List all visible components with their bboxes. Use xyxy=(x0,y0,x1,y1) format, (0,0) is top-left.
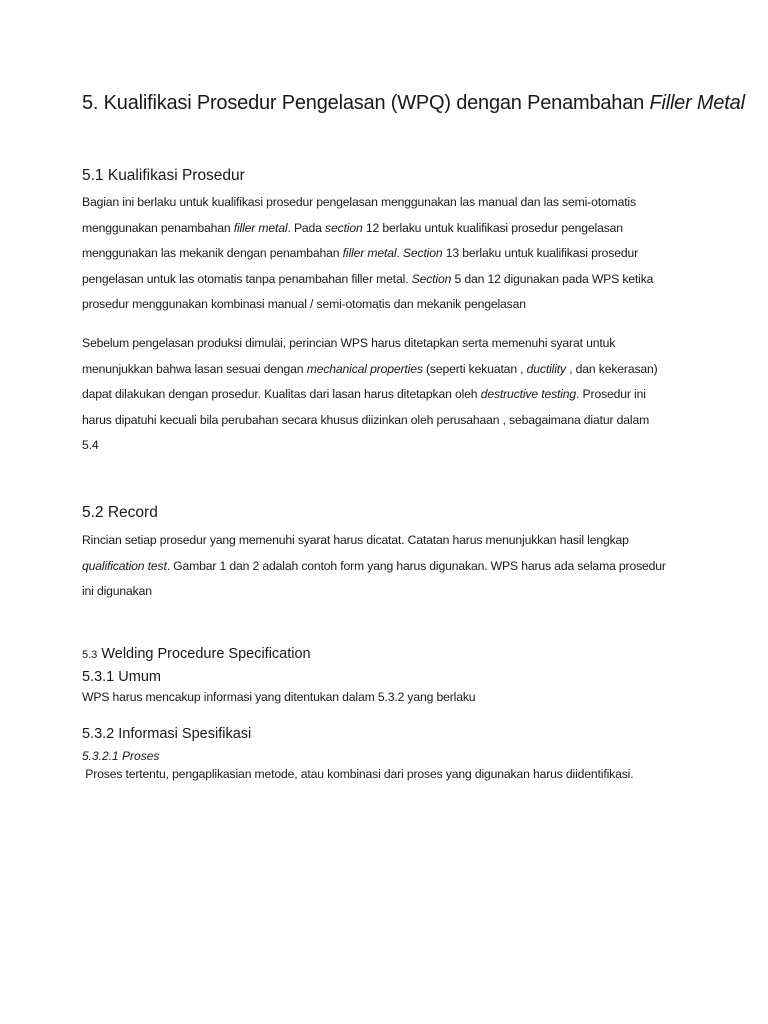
text-line: Sebelum pengelasan produksi dimulai, perincian WPS harus ditetapkan serta memenuhi syarat untuk xyxy=(82,336,616,350)
section-5-1-heading: 5.1 Kualifikasi Prosedur xyxy=(82,167,245,184)
text-line: menggunakan penambahan filler metal. Pada section 12 berlaku untuk kualifikasi prosedur pengelasan xyxy=(82,220,623,235)
section-5-3-1-text: WPS harus mencakup informasi yang ditentukan dalam 5.3.2 yang berlaku xyxy=(82,690,476,704)
section-5-3-2-1-text: Proses tertentu, pengaplikasian metode, atau kombinasi dari proses yang digunakan harus diidentifikasi. xyxy=(82,767,634,781)
text-line: ini digunakan xyxy=(82,584,152,599)
section-5-3-title: Welding Procedure Specification xyxy=(97,646,311,662)
section-5-3-1-heading: 5.3.1 Umum xyxy=(82,669,161,685)
section-5-3-heading xyxy=(82,645,311,664)
text-line: prosedur menggunakan kombinasi manual / semi-otomatis dan mekanik pengelasan xyxy=(82,297,526,312)
text-line: menunjukkan bahwa lasan sesuai dengan mechanical properties (seperti kekuatan , ductility , dan kekerasan) xyxy=(82,361,658,376)
document-title xyxy=(82,90,745,116)
text-line: Bagian ini berlaku untuk kualifikasi prosedur pengelasan menggunakan las manual dan las semi-otomatis xyxy=(82,195,636,209)
text-line: menggunakan las mekanik dengan penambahan filler metal. Section 13 berlaku untuk kualifikasi prosedur xyxy=(82,246,639,261)
text-line: dapat dilakukan dengan prosedur. Kualitas dari lasan harus ditetapkan oleh destructive testing. Prosedur ini xyxy=(82,387,646,402)
text-line: harus dipatuhi kecuali bila perubahan secara khusus diizinkan oleh perusahaan , sebagaimana diatur dalam xyxy=(82,412,650,427)
text-line: 5.4 xyxy=(82,438,99,453)
title-italic: Filler Metal xyxy=(649,92,745,114)
section-5-3-2-1-heading: 5.3.2.1 Proses xyxy=(82,749,160,763)
section-5-2-heading: 5.2 Record xyxy=(82,504,158,521)
text-line: qualification test. Gambar 1 dan 2 adalah contoh form yang harus digunakan. WPS harus ada selama prosedur xyxy=(82,558,666,573)
section-5-1-paragraph-1 xyxy=(82,190,722,318)
section-5-2-paragraph xyxy=(82,528,722,605)
section-5-3-2-heading: 5.3.2 Informasi Spesifikasi xyxy=(82,726,252,742)
title-text: 5. Kualifikasi Prosedur Pengelasan (WPQ) dengan Penambahan xyxy=(82,92,650,114)
section-5-1-paragraph-2 xyxy=(82,331,722,459)
text-line: pengelasan untuk las otomatis tanpa penambahan filler metal. Section 5 dan 12 digunakan pada WPS ketika xyxy=(82,271,654,286)
text-line: Rincian setiap prosedur yang memenuhi syarat harus dicatat. Catatan harus menunjukkan hasil lengkap xyxy=(82,533,629,547)
section-5-3-number: 5.3 xyxy=(82,649,98,661)
